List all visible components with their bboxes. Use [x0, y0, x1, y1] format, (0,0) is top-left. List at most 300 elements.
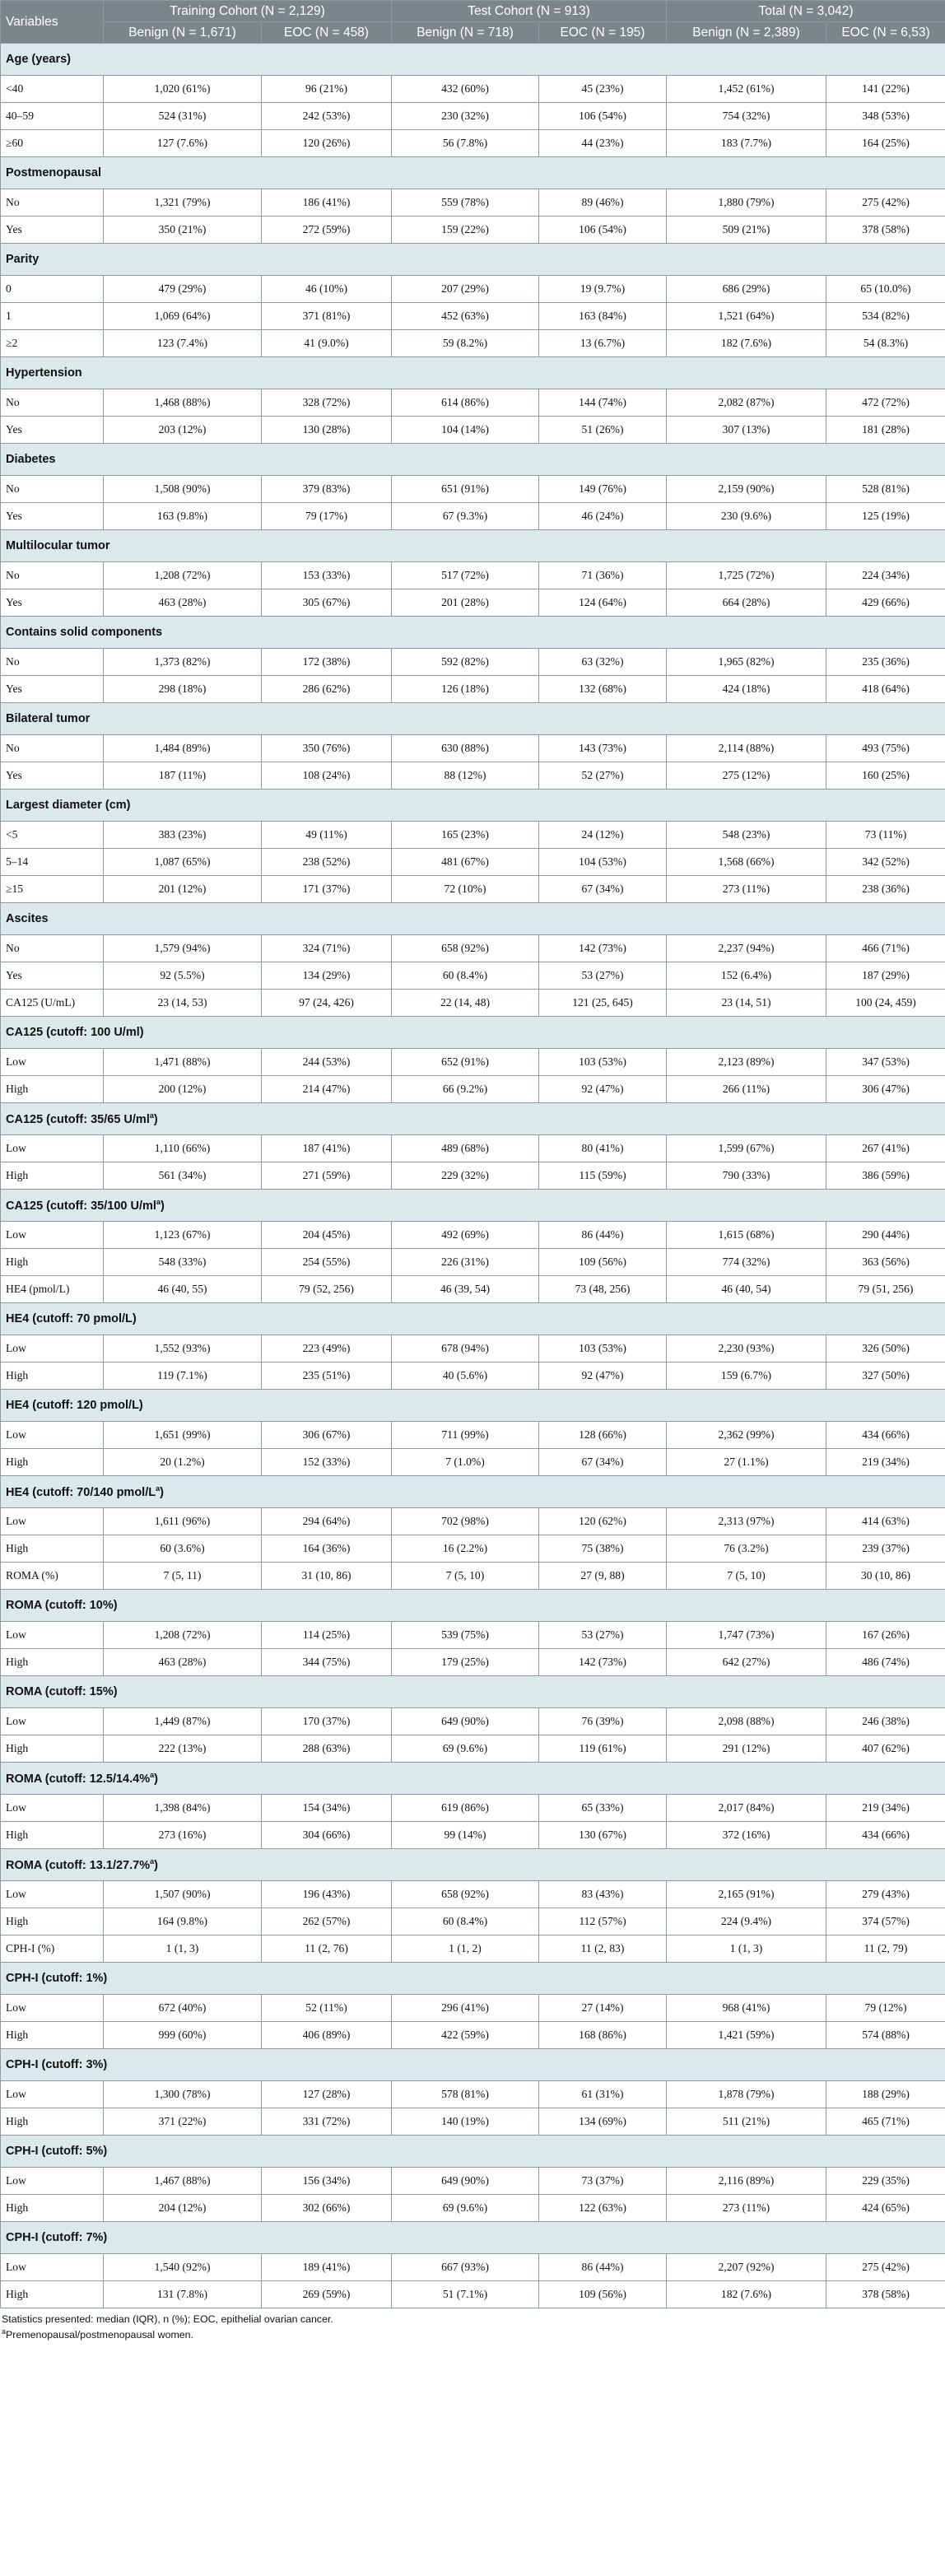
table-cell: 1,615 (68%) [667, 1222, 826, 1249]
table-cell: 108 (24%) [262, 762, 392, 790]
table-cell: 207 (29%) [392, 276, 539, 303]
table-cell: 132 (68%) [539, 676, 667, 703]
section-label-text: ROMA (cutoff: 10%) [6, 1599, 118, 1612]
table-cell: 27 (1.1%) [667, 1449, 826, 1476]
section-label-text: HE4 (cutoff: 120 pmol/L) [6, 1399, 143, 1412]
table-cell: 24 (12%) [539, 822, 667, 849]
section-label-suffix: ) [154, 1858, 158, 1872]
table-cell: 46 (10%) [262, 276, 392, 303]
table-cell: 72 (10%) [392, 876, 539, 903]
table-cell: 189 (41%) [262, 2254, 392, 2281]
row-label: High [1, 1908, 104, 1935]
table-cell: 134 (29%) [262, 962, 392, 990]
row-label: 0 [1, 276, 104, 303]
section-label-text: Ascites [6, 912, 49, 925]
section-label [1, 1476, 945, 1508]
table-cell: 60 (3.6%) [104, 1535, 262, 1563]
table-cell: 667 (93%) [392, 2254, 539, 2281]
table-cell: 1 (1, 2) [392, 1935, 539, 1963]
table-cell: 86 (44%) [539, 1222, 667, 1249]
table-cell: 269 (59%) [262, 2281, 392, 2308]
table-cell: 230 (9.6%) [667, 503, 826, 530]
table-cell: 171 (37%) [262, 876, 392, 903]
table-cell: 434 (66%) [826, 1422, 945, 1449]
table-footnotes [0, 2308, 945, 2341]
row-label: High [1, 1822, 104, 1849]
table-cell: 517 (72%) [392, 562, 539, 589]
table-cell: 511 (21%) [667, 2108, 826, 2136]
table-cell: 53 (27%) [539, 1622, 667, 1649]
section-label-text: CPH-I (cutoff: 5%) [6, 2145, 108, 2158]
row-label: No [1, 649, 104, 676]
variables-header: Variables [1, 1, 104, 44]
table-cell: 52 (27%) [539, 762, 667, 790]
table-cell: 1,552 (93%) [104, 1335, 262, 1363]
table-cell: 219 (34%) [826, 1795, 945, 1822]
table-cell: 11 (2, 79) [826, 1935, 945, 1963]
total-benign-header: Benign (N = 2,389) [667, 22, 826, 44]
table-cell: 66 (9.2%) [392, 1076, 539, 1103]
section-label [1, 790, 945, 822]
table-row [1, 103, 945, 130]
table-cell: 182 (7.6%) [667, 330, 826, 357]
table-cell: 11 (2, 76) [262, 1935, 392, 1963]
table-cell: 122 (63%) [539, 2195, 667, 2222]
table-cell: 172 (38%) [262, 649, 392, 676]
table-cell: 273 (11%) [667, 876, 826, 903]
row-label: No [1, 189, 104, 217]
table-cell: 170 (37%) [262, 1708, 392, 1735]
table-cell: 163 (84%) [539, 303, 667, 330]
table-cell: 2,237 (94%) [667, 935, 826, 962]
table-cell: 492 (69%) [392, 1222, 539, 1249]
table-cell: 79 (51, 256) [826, 1276, 945, 1303]
row-label: Yes [1, 417, 104, 444]
section-label-text: CPH-I (cutoff: 3%) [6, 2058, 108, 2071]
table-cell: 112 (57%) [539, 1908, 667, 1935]
table-row [1, 1881, 945, 1908]
table-cell: 223 (49%) [262, 1335, 392, 1363]
row-label: CPH-I (%) [1, 1935, 104, 1963]
table-cell: 1,568 (66%) [667, 849, 826, 876]
table-row [1, 189, 945, 217]
table-cell: 1,540 (92%) [104, 2254, 262, 2281]
table-cell: 406 (89%) [262, 2022, 392, 2049]
table-cell: 89 (46%) [539, 189, 667, 217]
table-cell: 104 (14%) [392, 417, 539, 444]
table-cell: 188 (29%) [826, 2081, 945, 2108]
section-label [1, 2222, 945, 2254]
section-label [1, 1303, 945, 1335]
table-row [1, 2108, 945, 2136]
table-cell: 187 (11%) [104, 762, 262, 790]
section-label-text: ROMA (cutoff: 15%) [6, 1685, 118, 1698]
table-cell: 534 (82%) [826, 303, 945, 330]
table-cell: 120 (62%) [539, 1508, 667, 1535]
row-label: No [1, 935, 104, 962]
section-label-suffix: ) [153, 1112, 158, 1126]
table-cell: 2,017 (84%) [667, 1795, 826, 1822]
table-cell: 119 (61%) [539, 1735, 667, 1763]
table-cell: 115 (59%) [539, 1162, 667, 1190]
table-cell: 79 (17%) [262, 503, 392, 530]
table-cell: 642 (27%) [667, 1649, 826, 1676]
section-label [1, 1103, 945, 1135]
row-label: High [1, 2022, 104, 2049]
table-cell: 548 (33%) [104, 1249, 262, 1276]
table-cell: 254 (55%) [262, 1249, 392, 1276]
table-cell: 40 (5.6%) [392, 1363, 539, 1390]
table-cell: 1,725 (72%) [667, 562, 826, 589]
table-cell: 275 (42%) [826, 189, 945, 217]
table-cell: 347 (53%) [826, 1049, 945, 1076]
section-row [1, 444, 945, 476]
table-cell: 414 (63%) [826, 1508, 945, 1535]
table-cell: 2,313 (97%) [667, 1508, 826, 1535]
section-label-suffix: ) [154, 1772, 158, 1786]
table-row [1, 562, 945, 589]
table-cell: 267 (41%) [826, 1135, 945, 1162]
table-cell: 46 (39, 54) [392, 1276, 539, 1303]
table-cell: 88 (12%) [392, 762, 539, 790]
row-label: Low [1, 1708, 104, 1735]
table-cell: 103 (53%) [539, 1049, 667, 1076]
section-row [1, 790, 945, 822]
table-cell: 383 (23%) [104, 822, 262, 849]
footnote-stats: Statistics presented: median (IQR), n (%); EOC, epithelial ovarian cancer. [2, 2313, 333, 2325]
section-label-text: Diabetes [6, 453, 56, 466]
table-cell: 224 (9.4%) [667, 1908, 826, 1935]
table-row [1, 1363, 945, 1390]
table-row [1, 1135, 945, 1162]
table-cell: 167 (26%) [826, 1622, 945, 1649]
training-eoc-header: EOC (N = 458) [262, 22, 392, 44]
row-label: No [1, 562, 104, 589]
table-cell: 96 (21%) [262, 76, 392, 103]
table-cell: 238 (52%) [262, 849, 392, 876]
table-cell: 46 (40, 54) [667, 1276, 826, 1303]
section-label [1, 157, 945, 189]
row-label: No [1, 389, 104, 417]
row-label: ROMA (%) [1, 1563, 104, 1590]
table-cell: 307 (13%) [667, 417, 826, 444]
table-cell: 46 (40, 55) [104, 1276, 262, 1303]
table-row [1, 1276, 945, 1303]
section-row [1, 157, 945, 189]
table-cell: 45 (23%) [539, 76, 667, 103]
table-cell: 204 (45%) [262, 1222, 392, 1249]
table-cell: 179 (25%) [392, 1649, 539, 1676]
table-cell: 67 (34%) [539, 1449, 667, 1476]
section-row [1, 1103, 945, 1135]
row-label: HE4 (pmol/L) [1, 1276, 104, 1303]
table-cell: 224 (34%) [826, 562, 945, 589]
table-cell: 127 (28%) [262, 2081, 392, 2108]
section-label [1, 1390, 945, 1422]
table-cell: 302 (66%) [262, 2195, 392, 2222]
table-cell: 328 (72%) [262, 389, 392, 417]
table-cell: 1 (1, 3) [104, 1935, 262, 1963]
table-cell: 97 (24, 426) [262, 990, 392, 1017]
table-cell: 141 (22%) [826, 76, 945, 103]
table-cell: 2,159 (90%) [667, 476, 826, 503]
table-cell: 774 (32%) [667, 1249, 826, 1276]
table-cell: 424 (18%) [667, 676, 826, 703]
table-cell: 422 (59%) [392, 2022, 539, 2049]
table-cell: 156 (34%) [262, 2168, 392, 2195]
table-cell: 574 (88%) [826, 2022, 945, 2049]
section-label [1, 357, 945, 389]
table-row [1, 2081, 945, 2108]
table-cell: 649 (90%) [392, 2168, 539, 2195]
table-cell: 109 (56%) [539, 2281, 667, 2308]
table-cell: 92 (47%) [539, 1076, 667, 1103]
test-cohort-header: Test Cohort (N = 913) [392, 1, 667, 22]
table-cell: 56 (7.8%) [392, 130, 539, 157]
table-cell: 266 (11%) [667, 1076, 826, 1103]
table-cell: 486 (74%) [826, 1649, 945, 1676]
table-cell: 204 (12%) [104, 2195, 262, 2222]
table-cell: 69 (9.6%) [392, 2195, 539, 2222]
table-row [1, 76, 945, 103]
table-row [1, 217, 945, 244]
table-cell: 561 (34%) [104, 1162, 262, 1190]
footnote-marker: a [156, 1484, 161, 1493]
table-cell: 159 (22%) [392, 217, 539, 244]
table-cell: 1,467 (88%) [104, 2168, 262, 2195]
table-cell: 226 (31%) [392, 1249, 539, 1276]
row-label: Yes [1, 762, 104, 790]
table-cell: 273 (16%) [104, 1822, 262, 1849]
row-label: Yes [1, 589, 104, 617]
table-cell: 229 (32%) [392, 1162, 539, 1190]
section-label-text: CA125 (cutoff: 35/65 U/ml [6, 1112, 150, 1126]
table-cell: 1,579 (94%) [104, 935, 262, 962]
table-cell: 350 (21%) [104, 217, 262, 244]
section-label [1, 1763, 945, 1795]
table-cell: 200 (12%) [104, 1076, 262, 1103]
table-cell: 1,471 (88%) [104, 1049, 262, 1076]
section-row [1, 1963, 945, 1995]
table-cell: 294 (64%) [262, 1508, 392, 1535]
row-label: No [1, 735, 104, 762]
total-header: Total (N = 3,042) [667, 1, 945, 22]
section-label [1, 1190, 945, 1222]
table-cell: 127 (7.6%) [104, 130, 262, 157]
table-cell: 164 (36%) [262, 1535, 392, 1563]
table-cell: 378 (58%) [826, 217, 945, 244]
table-cell: 99 (14%) [392, 1822, 539, 1849]
section-label [1, 44, 945, 76]
table-cell: 306 (47%) [826, 1076, 945, 1103]
table-cell: 13 (6.7%) [539, 330, 667, 357]
row-label: 5–14 [1, 849, 104, 876]
table-cell: 275 (12%) [667, 762, 826, 790]
section-label-text: ROMA (cutoff: 13.1/27.7% [6, 1858, 151, 1872]
table-cell: 711 (99%) [392, 1422, 539, 1449]
table-cell: 291 (12%) [667, 1735, 826, 1763]
row-label: No [1, 476, 104, 503]
table-cell: 20 (1.2%) [104, 1449, 262, 1476]
table-cell: 350 (76%) [262, 735, 392, 762]
table-cell: 1,508 (90%) [104, 476, 262, 503]
table-cell: 614 (86%) [392, 389, 539, 417]
table-row [1, 1508, 945, 1535]
table-cell: 509 (21%) [667, 217, 826, 244]
table-cell: 649 (90%) [392, 1708, 539, 1735]
section-label-text: Parity [6, 253, 40, 266]
table-cell: 452 (63%) [392, 303, 539, 330]
table-row [1, 1795, 945, 1822]
table-cell: 114 (25%) [262, 1622, 392, 1649]
row-label: High [1, 2108, 104, 2136]
table-cell: 479 (29%) [104, 276, 262, 303]
table-cell: 658 (92%) [392, 935, 539, 962]
table-cell: 181 (28%) [826, 417, 945, 444]
table-cell: 79 (12%) [826, 1995, 945, 2022]
table-cell: 524 (31%) [104, 103, 262, 130]
section-row [1, 1676, 945, 1708]
table-row [1, 1822, 945, 1849]
section-label-text: CA125 (cutoff: 100 U/ml) [6, 1026, 144, 1039]
section-row [1, 903, 945, 935]
table-cell: 46 (24%) [539, 503, 667, 530]
table-cell: 790 (33%) [667, 1162, 826, 1190]
section-row [1, 1303, 945, 1335]
section-row [1, 703, 945, 735]
row-label: Low [1, 1422, 104, 1449]
section-row [1, 530, 945, 562]
table-cell: 968 (41%) [667, 1995, 826, 2022]
table-cell: 407 (62%) [826, 1735, 945, 1763]
table-cell: 493 (75%) [826, 735, 945, 762]
table-cell: 1,521 (64%) [667, 303, 826, 330]
table-cell: 363 (56%) [826, 1249, 945, 1276]
table-cell: 466 (71%) [826, 935, 945, 962]
row-label: High [1, 1649, 104, 1676]
table-cell: 664 (28%) [667, 589, 826, 617]
table-cell: 149 (76%) [539, 476, 667, 503]
row-label: Low [1, 1622, 104, 1649]
table-cell: 342 (52%) [826, 849, 945, 876]
table-row [1, 2022, 945, 2049]
table-row [1, 276, 945, 303]
section-row [1, 2049, 945, 2081]
table-cell: 275 (42%) [826, 2254, 945, 2281]
table-cell: 27 (9, 88) [539, 1563, 667, 1590]
table-cell: 183 (7.7%) [667, 130, 826, 157]
table-cell: 465 (71%) [826, 2108, 945, 2136]
row-label: High [1, 1735, 104, 1763]
table-cell: 238 (36%) [826, 876, 945, 903]
table-cell: 201 (12%) [104, 876, 262, 903]
section-row [1, 357, 945, 389]
table-cell: 168 (86%) [539, 2022, 667, 2049]
row-label: Low [1, 1222, 104, 1249]
table-cell: 203 (12%) [104, 417, 262, 444]
table-cell: 144 (74%) [539, 389, 667, 417]
row-label: ≥60 [1, 130, 104, 157]
table-cell: 658 (92%) [392, 1881, 539, 1908]
row-label: Yes [1, 676, 104, 703]
table-cell: 92 (5.5%) [104, 962, 262, 990]
table-cell: 2,114 (88%) [667, 735, 826, 762]
table-row [1, 589, 945, 617]
table-cell: 214 (47%) [262, 1076, 392, 1103]
table-row [1, 1622, 945, 1649]
table-cell: 273 (11%) [667, 2195, 826, 2222]
table-cell: 7 (5, 10) [392, 1563, 539, 1590]
table-cell: 242 (53%) [262, 103, 392, 130]
test-benign-header: Benign (N = 718) [392, 22, 539, 44]
table-cell: 386 (59%) [826, 1162, 945, 1190]
section-row [1, 2136, 945, 2168]
table-cell: 432 (60%) [392, 76, 539, 103]
section-label [1, 617, 945, 649]
table-cell: 472 (72%) [826, 389, 945, 417]
table-cell: 1,878 (79%) [667, 2081, 826, 2108]
table-cell: 153 (33%) [262, 562, 392, 589]
table-cell: 73 (37%) [539, 2168, 667, 2195]
table-cell: 592 (82%) [392, 649, 539, 676]
table-cell: 152 (33%) [262, 1449, 392, 1476]
table-cell: 196 (43%) [262, 1881, 392, 1908]
table-cell: 23 (14, 53) [104, 990, 262, 1017]
total-eoc-header: EOC (N = 6,53) [826, 22, 945, 44]
table-row [1, 676, 945, 703]
table-row [1, 2195, 945, 2222]
table-cell: 19 (9.7%) [539, 276, 667, 303]
table-cell: 164 (25%) [826, 130, 945, 157]
table-row [1, 1222, 945, 1249]
table-cell: 371 (22%) [104, 2108, 262, 2136]
table-cell: 65 (10.0%) [826, 276, 945, 303]
table-cell: 76 (3.2%) [667, 1535, 826, 1563]
table-cell: 371 (81%) [262, 303, 392, 330]
table-cell: 49 (11%) [262, 822, 392, 849]
table-cell: 7 (5, 10) [667, 1563, 826, 1590]
table-cell: 186 (41%) [262, 189, 392, 217]
table-cell: 71 (36%) [539, 562, 667, 589]
table-cell: 548 (23%) [667, 822, 826, 849]
row-label: Low [1, 1335, 104, 1363]
table-cell: 702 (98%) [392, 1508, 539, 1535]
section-label [1, 2049, 945, 2081]
table-row [1, 1422, 945, 1449]
table-cell: 326 (50%) [826, 1335, 945, 1363]
row-label: Low [1, 1135, 104, 1162]
table-cell: 59 (8.2%) [392, 330, 539, 357]
table-cell: 327 (50%) [826, 1363, 945, 1390]
section-label-text: CPH-I (cutoff: 1%) [6, 1972, 108, 1985]
table-row [1, 1249, 945, 1276]
table-cell: 2,362 (99%) [667, 1422, 826, 1449]
table-cell: 60 (8.4%) [392, 962, 539, 990]
table-cell: 463 (28%) [104, 1649, 262, 1676]
table-cell: 1,965 (82%) [667, 649, 826, 676]
table-cell: 489 (68%) [392, 1135, 539, 1162]
table-body [1, 44, 945, 2308]
table-cell: 271 (59%) [262, 1162, 392, 1190]
section-row [1, 44, 945, 76]
footnote-marker: a [149, 1111, 154, 1120]
table-cell: 75 (38%) [539, 1535, 667, 1563]
row-label: CA125 (U/mL) [1, 990, 104, 1017]
table-cell: 678 (94%) [392, 1335, 539, 1363]
footnote-a [2, 2326, 943, 2341]
table-row [1, 303, 945, 330]
footnote-marker: a [150, 1857, 155, 1866]
